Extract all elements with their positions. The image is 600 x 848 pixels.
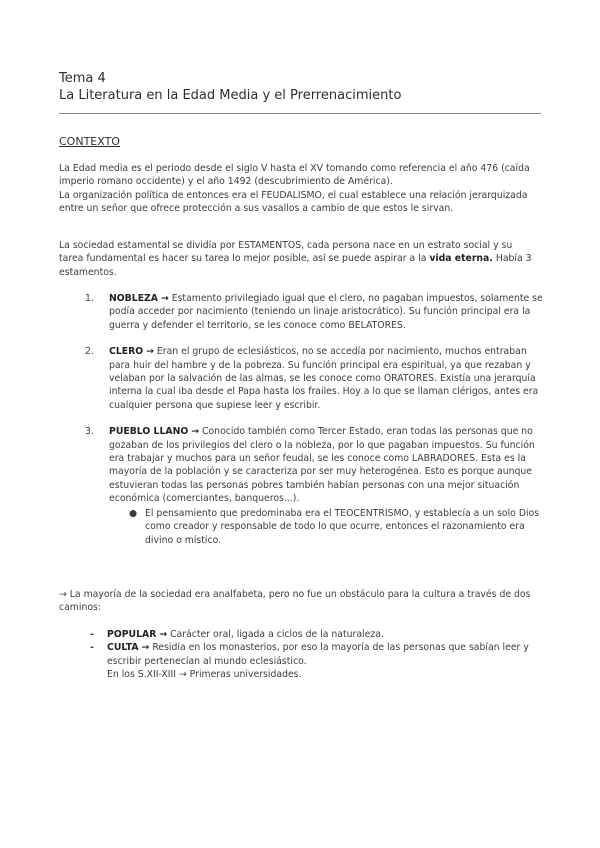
- arrow-icon: →: [141, 642, 150, 654]
- list-number: 3.: [85, 426, 94, 438]
- sub-bullet-teocentrismo: [109, 507, 545, 547]
- topic-subtitle: La Literatura en la Edad Media y el Prerrenacimiento: [59, 88, 402, 103]
- cultura-name: POPULAR: [107, 629, 157, 640]
- universidades-note: En los S.XII-XIII → Primeras universidades.: [107, 669, 302, 681]
- estamentos-list: [85, 292, 545, 547]
- bullet-icon: ●: [129, 507, 138, 519]
- paragraph-estamentos: [59, 239, 539, 279]
- list-item-culta: [59, 641, 539, 681]
- context-paragraphs: [59, 162, 539, 216]
- list-item-pueblo-llano: [85, 425, 545, 547]
- list-number: 2.: [85, 346, 94, 358]
- estamento-name: CLERO: [109, 346, 144, 358]
- arrow-icon: →: [159, 629, 168, 640]
- cultura-list: [59, 628, 539, 682]
- cultura-name: CULTA: [107, 642, 139, 654]
- topic-number: Tema 4: [59, 71, 106, 86]
- paragraph-edad-media: La Edad media es el periodo desde el siglo V hasta el XV tomando como referencia el año 476 (caída imperio romano occidente) y el año 1492 (descubrimiento de América).: [59, 163, 530, 188]
- estamento-name: PUEBLO LLANO: [109, 426, 189, 438]
- list-item-clero: [85, 345, 545, 412]
- title-divider: [59, 113, 541, 114]
- dash-bullet: -: [90, 642, 94, 654]
- list-number: 1.: [85, 293, 94, 304]
- list-item-nobleza: [85, 292, 545, 332]
- arrow-icon: →: [191, 426, 200, 438]
- dash-bullet: -: [90, 629, 94, 640]
- cultura-description: Carácter oral, ligada a ciclos de la naturaleza.: [170, 629, 384, 640]
- estamentos-text-b: Había 3 estamentos.: [59, 253, 532, 278]
- section-heading-contexto: CONTEXTO: [59, 135, 120, 148]
- arrow-icon: →: [160, 293, 169, 304]
- estamento-description: Estamento privilegiado igual que el clero, no pagaban impuestos, solamente se podía acceder por nacimiento (teniendo un linaje aristocrático). Su función principal era la guerra y defender el territorio, se les conoce como BELATORES.: [109, 293, 543, 331]
- paragraph-feudalismo: La organización política de entonces era el FEUDALISMO, el cual establece una relación jerarquizada entre un señor que ofrece protección a sus vasallos a cambio de que estos le sirvan.: [59, 189, 528, 215]
- cultura-description: Residía en los monasterios, por eso la mayoría de las personas que sabían leer y escribir pertenecían al mundo eclesiástico.: [107, 642, 529, 667]
- estamentos-text-a: La sociedad estamental se dividía por ESTAMENTOS, cada persona nace en un estrato social y su tarea fundamental es hacer su tarea lo mejor posible, así se puede aspirar a la: [59, 240, 513, 265]
- estamento-description: Conocido también como Tercer Estado, eran todas las personas que no gozaban de los privilegios del clero o la nobleza, por lo que pagaban impuestos. Su función era trabajar y muchos para un señor feudal, se les conoce como LABRADORES. Esta es la mayoría de la población y se caracteriza por ser muy heterogénea. Esto es porque aunque estuvieran todas las personas pobres también habían personas con una mejor situación económica (comerciantes, banqueros...).: [109, 426, 535, 505]
- estamento-description: Eran el grupo de eclesiásticos, no se accedía por nacimiento, muchos entraban para huir del hambre y de la pobreza. Su función principal era espiritual, ya que rezaban y velaban por la salvación de las almas, se les conoce como ORATORES. Existía una jerarquía interna la cual iba desde el Papa hasta los frailes. Hoy a lo que se llaman clérigos, antes era cualquier persona que supiese leer y escribir.: [109, 346, 539, 411]
- arrow-icon: →: [146, 346, 154, 358]
- vida-eterna-emphasis: vida eterna.: [429, 253, 493, 265]
- document-title: [59, 70, 401, 104]
- sub-bullet-text: El pensamiento que predominaba era el TEOCENTRISMO, y establecía a un solo Dios como creador y responsable de todo lo que ocurre, entonces el razonamiento era divino o místico.: [145, 507, 540, 546]
- estamento-name: NOBLEZA: [109, 293, 158, 304]
- paragraph-cultura-intro: → La mayoría de la sociedad era analfabeta, pero no fue un obstáculo para la cultura a través de dos caminos:: [59, 589, 531, 614]
- list-item-popular: [59, 628, 539, 641]
